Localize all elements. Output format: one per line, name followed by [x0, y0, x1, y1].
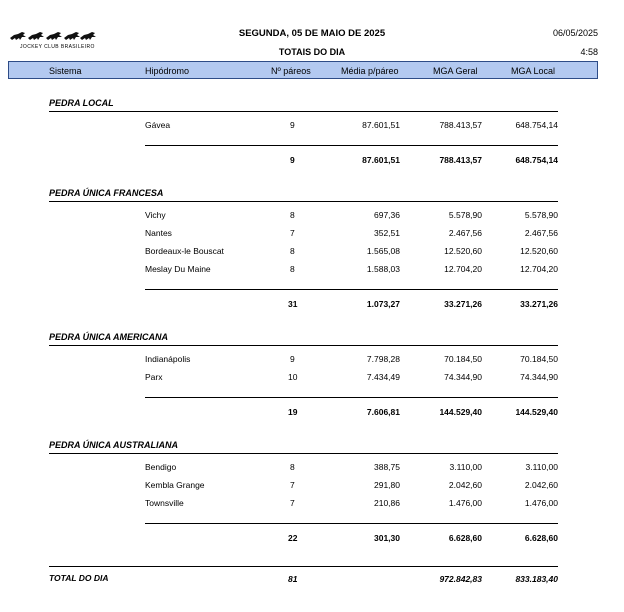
local-cell: 2.042,60 [524, 480, 558, 490]
local-cell: 3.110,00 [525, 462, 558, 472]
media-cell: 1.565,08 [366, 246, 400, 256]
total-geral: 144.529,40 [439, 407, 482, 417]
hipodromo-cell: Parx [145, 372, 163, 382]
media-cell: 87.601,51 [362, 120, 400, 130]
local-cell: 2.467,56 [524, 228, 558, 238]
total-local: 33.271,26 [520, 299, 558, 309]
local-cell: 12.704,20 [520, 264, 558, 274]
total-local: 144.529,40 [515, 407, 558, 417]
pareos-cell: 8 [290, 462, 295, 472]
logo-text: JOCKEY CLUB BRASILEIRO [20, 44, 95, 50]
local-cell: 648.754,14 [515, 120, 558, 130]
total-geral: 6.628,60 [448, 533, 482, 543]
col-hipodromo: Hipódromo [145, 66, 190, 76]
divider [49, 201, 558, 202]
total-media: 301,30 [374, 533, 400, 543]
geral-cell: 788.413,57 [439, 120, 482, 130]
divider [145, 145, 558, 146]
geral-cell: 70.184,50 [444, 354, 482, 364]
divider [49, 453, 558, 454]
pareos-cell: 9 [290, 120, 295, 130]
local-cell: 70.184,50 [520, 354, 558, 364]
hipodromo-cell: Kembla Grange [145, 480, 205, 490]
media-cell: 352,51 [374, 228, 400, 238]
geral-cell: 74.344,90 [444, 372, 482, 382]
divider [145, 523, 558, 524]
col-pareos: Nº páreos [271, 66, 311, 76]
hipodromo-cell: Nantes [145, 228, 172, 238]
divider [145, 289, 558, 290]
section-title: PEDRA ÚNICA AMERICANA [49, 332, 168, 342]
geral-cell: 3.110,00 [449, 462, 482, 472]
local-cell: 12.520,60 [520, 246, 558, 256]
pareos-cell: 8 [290, 210, 295, 220]
total-geral: 788.413,57 [439, 155, 482, 165]
local-cell: 74.344,90 [520, 372, 558, 382]
grand-total-pareos: 81 [288, 574, 298, 584]
media-cell: 7.434,49 [366, 372, 400, 382]
column-header-bar [8, 61, 598, 79]
geral-cell: 2.467,56 [448, 228, 482, 238]
col-mga-local: MGA Local [511, 66, 556, 76]
hipodromo-cell: Townsville [145, 498, 184, 508]
geral-cell: 2.042,60 [448, 480, 482, 490]
pareos-cell: 8 [290, 264, 295, 274]
total-media: 7.606,81 [366, 407, 400, 417]
col-mga-geral: MGA Geral [433, 66, 478, 76]
media-cell: 388,75 [374, 462, 400, 472]
total-local: 6.628,60 [524, 533, 558, 543]
section-title: PEDRA ÚNICA AUSTRALIANA [49, 440, 178, 450]
section-title: PEDRA LOCAL [49, 98, 114, 108]
total-pareos: 22 [288, 533, 298, 543]
media-cell: 291,80 [374, 480, 400, 490]
total-geral: 33.271,26 [444, 299, 482, 309]
media-cell: 1.588,03 [366, 264, 400, 274]
report-time: 4:58 [580, 47, 598, 57]
pareos-cell: 8 [290, 246, 295, 256]
pareos-cell: 7 [290, 228, 295, 238]
pareos-cell: 10 [288, 372, 298, 382]
col-sistema: Sistema [49, 66, 82, 76]
total-media: 87.601,51 [362, 155, 400, 165]
total-local: 648.754,14 [515, 155, 558, 165]
report-title: SEGUNDA, 05 DE MAIO DE 2025 [238, 28, 386, 39]
media-cell: 697,36 [374, 210, 400, 220]
hipodromo-cell: Bendigo [145, 462, 177, 472]
local-cell: 1.476,00 [524, 498, 558, 508]
media-cell: 7.798,28 [366, 354, 400, 364]
total-pareos: 9 [290, 155, 295, 165]
pareos-cell: 9 [290, 354, 295, 364]
hipodromo-cell: Indianápolis [145, 354, 191, 364]
total-pareos: 19 [288, 407, 298, 417]
total-media: 1.073,27 [366, 299, 400, 309]
media-cell: 210,86 [374, 498, 400, 508]
divider [49, 566, 558, 567]
geral-cell: 12.520,60 [444, 246, 482, 256]
hipodromo-cell: Gávea [145, 120, 171, 130]
hipodromo-cell: Vichy [145, 210, 166, 220]
hipodromo-cell: Bordeaux-le Bouscat [145, 246, 224, 256]
col-media: Média p/páreo [341, 66, 399, 76]
divider [49, 111, 558, 112]
section-title: PEDRA ÚNICA FRANCESA [49, 188, 164, 198]
pareos-cell: 7 [290, 480, 295, 490]
pareos-cell: 7 [290, 498, 295, 508]
grand-total-geral: 972.842,83 [439, 574, 482, 584]
total-pareos: 31 [288, 299, 298, 309]
local-cell: 5.578,90 [524, 210, 558, 220]
hipodromo-cell: Meslay Du Maine [145, 264, 211, 274]
report-subtitle: TOTAIS DO DIA [278, 47, 346, 57]
geral-cell: 1.476,00 [448, 498, 482, 508]
divider [145, 397, 558, 398]
geral-cell: 12.704,20 [444, 264, 482, 274]
grand-total-local: 833.183,40 [515, 574, 558, 584]
geral-cell: 5.578,90 [448, 210, 482, 220]
report-date: 06/05/2025 [552, 28, 598, 38]
divider [49, 345, 558, 346]
grand-total-label: TOTAL DO DIA [49, 573, 109, 583]
